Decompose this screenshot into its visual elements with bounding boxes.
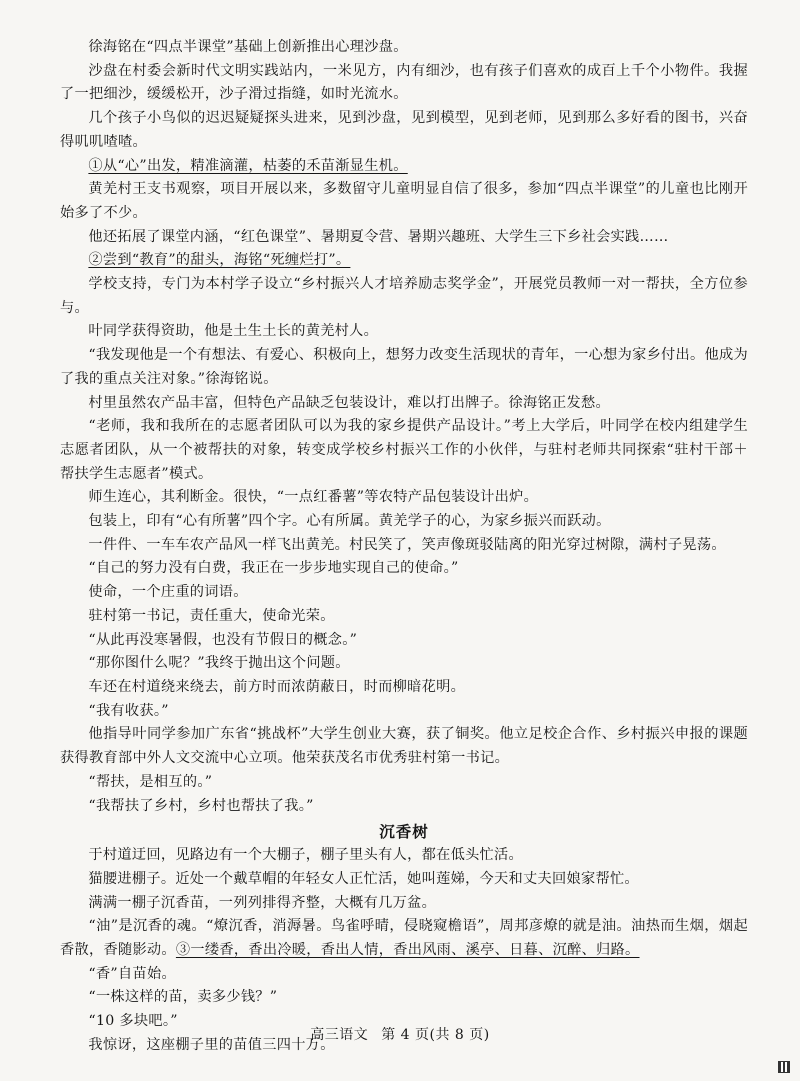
paragraph: “从此再没寒暑假，也没有节假日的概念。”	[88, 631, 358, 648]
paragraph: 徐海铭在“四点半课堂”基础上创新推出心理沙盘。	[88, 39, 408, 55]
paragraph: “我发现他是一个有想法、有爱心、积极向上，想努力改变生活现状的青年，一心想为家乡付出。他成为了我的重点关注对象。”徐海铭说。	[60, 347, 748, 387]
paragraph: “10 多块吧。”	[88, 1013, 178, 1030]
paragraph: “我有收获。”	[88, 702, 169, 719]
paragraph: 学校支持，专门为本村学子设立“乡村振兴人才培养励志奖学金”，开展党员教师一对一帮扶，全方位参与。	[60, 276, 748, 316]
paragraph: “那你图什么呢？”我终于抛出这个问题。	[88, 655, 350, 672]
paragraph: 几个孩子小鸟似的迟迟疑疑探头进来，见到沙盘，见到模型，见到老师，见到那么多好看的图书，兴奋得叽叽喳喳。	[60, 110, 748, 150]
paragraph: 沙盘在村委会新时代文明实践站内，一米见方，内有细沙，也有孩子们喜欢的成百上千个小物件。我握了一把细沙，缓缓松开，沙子滑过指缝，如时光流水。	[60, 62, 748, 103]
paragraph: 猫腰进棚子。近处一个戴草帽的年轻女人正忙活，她叫莲娣，今天和丈夫回娘家帮忙。	[88, 870, 639, 887]
paragraph: “自己的努力没有白费，我正在一步步地实现自己的使命。”	[88, 560, 459, 577]
paragraph: 驻村第一书记，责任重大，使命光荣。	[88, 607, 335, 624]
qr-code-icon	[778, 1061, 790, 1073]
paragraph: 于村道迂回，见路边有一个大棚子，棚子里头有人，都在低头忙活。	[88, 847, 524, 864]
paragraph: 师生连心，其利断金。很快，“一点红番薯”等农特产品包装设计出炉。	[88, 489, 539, 506]
footer-subject: 高三语文	[310, 1027, 369, 1043]
paragraph: 满满一棚子沉香苗，一列列排得齐整，大概有几万盆。	[88, 894, 437, 911]
page-footer	[0, 1024, 800, 1044]
paragraph: 黄羌村王支书观察，项目开展以来，多数留守儿童明显自信了很多，参加“四点半课堂”的儿童也比刚开始多了不少。	[60, 181, 748, 221]
section-heading: 沉香树	[379, 822, 429, 842]
paragraph: “老师，我和我所在的志愿者团队可以为我的家乡提供产品设计。”考上大学后，叶同学在校内组建学生志愿者团队，从一个被帮扶的对象，转变成学校乡村振兴工作的小伙伴，与驻村老师共同探索“驻村干部＋帮扶学生志愿者”模式。	[60, 418, 748, 482]
paragraph: 村里虽然农产品丰富，但特色产品缺乏包装设计，难以打出牌子。徐海铭正发愁。	[88, 394, 610, 411]
paragraph: 包装上，印有“心有所薯”四个字。心有所属。黄羌学子的心，为家乡振兴而跃动。	[88, 513, 611, 530]
paragraph: 使命，一个庄重的词语。	[88, 584, 248, 601]
paragraph	[60, 915, 748, 962]
article-body	[60, 36, 748, 1058]
paragraph-text: “油”是沉香的魂。“燎沉香，消溽暑。鸟雀呼晴，侵晓窥檐语”，周邦彦燎的就是油。油热而生烟，烟起香散，香随影动。	[60, 918, 748, 959]
paragraph: “我帮扶了乡村，乡村也帮扶了我。”	[88, 797, 314, 814]
paragraph: 我惊讶，这座棚子里的苗值三四十万。	[88, 1036, 335, 1053]
underlined-sentence-1: ①从“心”出发，精准滴灌，枯萎的禾苗渐显生机。	[88, 157, 408, 174]
underlined-sentence-2: ②尝到“教育”的甜头，海铭“死缠烂打”。	[88, 252, 351, 269]
footer-page-number: 第 4 页(共 8 页)	[381, 1027, 490, 1043]
paragraph: 车还在村道绕来绕去，前方时而浓荫蔽日，时而柳暗花明。	[88, 678, 466, 695]
underlined-sentence-3: ③一缕香，香出冷暖，香出人情，香出风雨、溪亭、日暮、沉醉、归路。	[175, 942, 640, 959]
paragraph: 他还拓展了课堂内涵，“红色课堂”、暑期夏令营、暑期兴趣班、大学生三下乡社会实践……	[88, 228, 669, 245]
paragraph: “一株这样的苗，卖多少钱？”	[88, 989, 278, 1006]
scanner-watermark	[778, 1061, 790, 1073]
paragraph: 叶同学获得资助，他是土生土长的黄羌村人。	[88, 323, 379, 340]
paragraph: 他指导叶同学参加广东省“挑战杯”大学生创业大赛，获了铜奖。他立足校企合作、乡村振兴申报的课题获得教育部中外人文交流中心立项。他荣获茂名市优秀驻村第一书记。	[60, 726, 748, 767]
paragraph: “香”自苗始。	[88, 965, 176, 982]
paragraph: “帮扶，是相互的。”	[88, 773, 213, 790]
paragraph: 一件件、一车车农产品风一样飞出黄羌。村民笑了，笑声像斑驳陆离的阳光穿过树隙，满村子晃荡。	[88, 536, 726, 553]
